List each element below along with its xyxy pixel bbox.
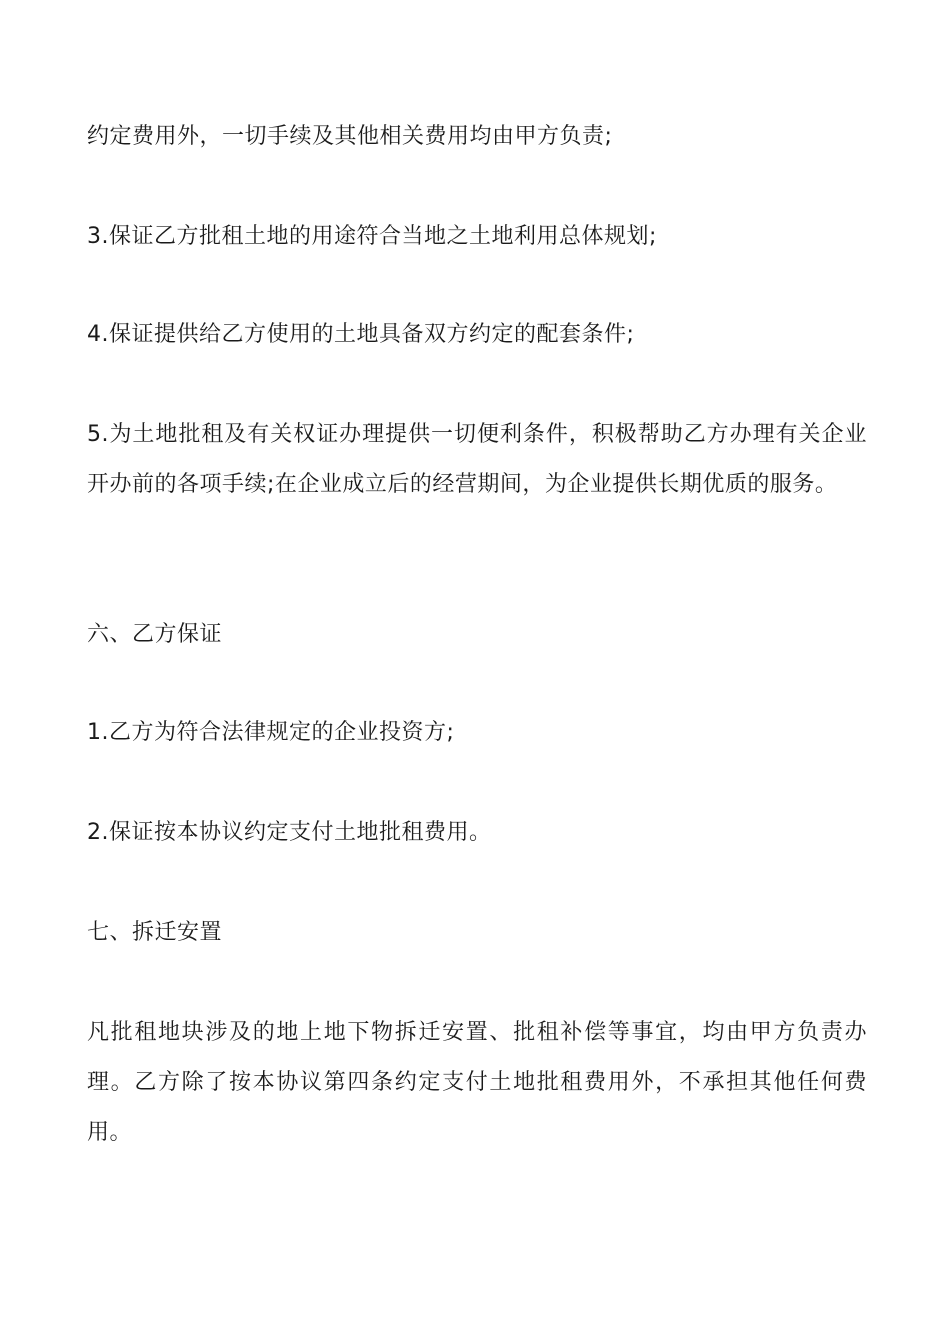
paragraph-item-5: 5.为土地批租及有关权证办理提供一切便利条件，积极帮助乙方办理有关企业开办前的各项手续;在企业成立后的经营期间，为企业提供长期优质的服务。	[87, 422, 867, 497]
section-heading-party-b-guarantee: 六、乙方保证	[87, 622, 223, 647]
paragraph-item-3: 3.保证乙方批租土地的用途符合当地之土地利用总体规划;	[87, 224, 657, 249]
paragraph-item-4: 4.保证提供给乙方使用的土地具备双方约定的配套条件;	[87, 322, 635, 347]
paragraph-fee-clause: 约定费用外，一切手续及其他相关费用均由甲方负责;	[87, 124, 613, 149]
paragraph-relocation-clause: 凡批租地块涉及的地上地下物拆迁安置、批租补偿等事宜，均由甲方负责办理。乙方除了按本协议第四条约定支付土地批租费用外，不承担其他任何费用。	[87, 1020, 867, 1145]
section-heading-relocation: 七、拆迁安置	[87, 920, 223, 945]
paragraph-party-b-item-2: 2.保证按本协议约定支付土地批租费用。	[87, 820, 492, 845]
paragraph-party-b-item-1: 1.乙方为符合法律规定的企业投资方;	[87, 720, 455, 745]
